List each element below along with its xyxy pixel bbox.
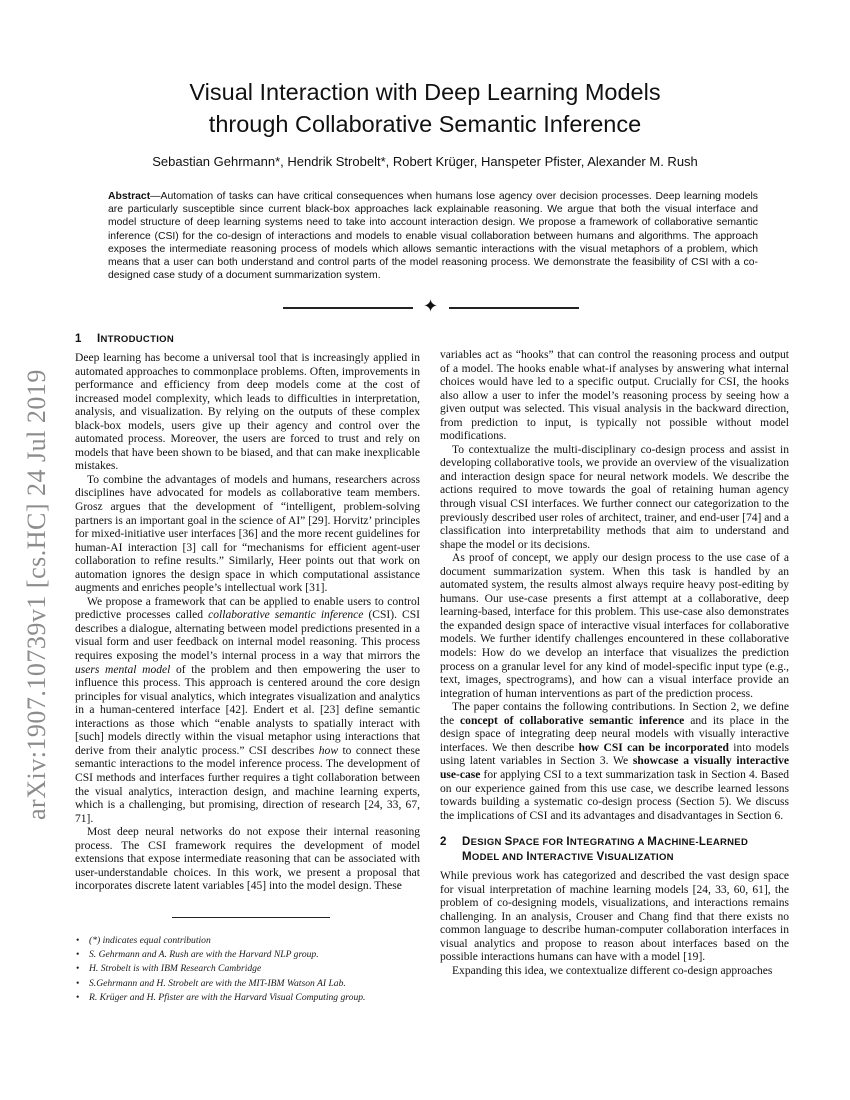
contribution-csi-concept: concept of collaborative semantic inference <box>460 714 685 727</box>
section-1-heading <box>75 332 420 347</box>
footnote-item: • H. Strobelt is with IBM Research Cambridge <box>75 962 420 976</box>
section-1-paragraph-5: variables act as “hooks” that can control the reasoning process and output of a model. The hooks enable what-if analyses by answering what internal choices would have led to a specific output. Crucially for CSI, the hooks also allow a user to infer the model’s reasoning process by seeing how a given output was selected. This visual analysis in the backward direction, from prediction to input, is typically not possible without model modifications. <box>440 349 789 443</box>
s2-t9: L <box>698 836 707 849</box>
arxiv-identifier-stamp: arXiv:1907.10739v1 [cs.HC] 24 Jul 2019 <box>22 369 51 820</box>
paragraph-3-text-d: to connect these semantic interactions to the model inference process. The development of CSI methods and interfaces further requires a tight collaboration between the visual analytics, interaction design, and machine learning experts, which is a challenging, but promising, direction of research [24, 33, 67, 71]. <box>75 744 420 825</box>
section-1-number: 1 <box>75 333 82 345</box>
paragraph-8-text-c: into models using latent variables in Section 3. We <box>440 741 790 768</box>
s2-t8: ACHINE- <box>657 837 699 849</box>
section-1-title-initial: I <box>97 333 101 345</box>
footnote-item: • R. Krüger and H. Pfister are with the Harvard Visual Computing group. <box>75 991 420 1005</box>
footnote-item: • (*) indicates equal contribution <box>75 934 420 948</box>
section-1-paragraph-2: To combine the advantages of models and humans, researchers across disciplines have advocated for models as collaborative team members. Grosz argues that the development of “intelligent, problem-solving partners is an important goal in the science of AI” [29]. Horvitz’ principles for mixed-initiative user interfaces [36] and the more recent guidelines for human-AI interaction [3] call for “mechanisms for efficient agent-user collaboration to refine results.” Similarly, Heer points out that work on automation ignores the design space in which computational assistance augments and enriches people’s intellectual work [31]. <box>75 473 420 595</box>
paragraph-3-text-c: of the problem and then empowering the user to influence this process. This approach is centered around the core design principles for visual analytics, which integrates visualization and analytics in a human-centered interface [42]. Endert et al. [23] define semantic interactions as those which “enable analysts to spatially interact with [such] models directly within the visual metaphor using interactions that derive from their analytic process.” CSI describes <box>75 663 420 757</box>
paper-title <box>100 76 750 140</box>
section-1-paragraph-1: Deep learning has become a universal tool that is increasingly applied in automated approaches to commonplace problems. Often, improvements in performance and efficiency from deep models come at the cost of increased model complexity, which leads to difficulties in interpretation, analysis, and visualization. By relying on the outputs of these complex black-box models, users give up their agency and control over the automated process. Moreover, the users are forced to trust and rely on models that have been shown to be biased, and that can make inexplicable mistakes. <box>75 352 420 473</box>
s2-t3: S <box>504 836 513 849</box>
s2-t5: I <box>566 836 570 849</box>
abstract-label: Abstract <box>108 191 151 202</box>
section-1-paragraph-3 <box>75 596 420 826</box>
right-column <box>440 349 789 979</box>
s2-t11: M <box>462 851 472 864</box>
divider-line-right <box>449 307 579 309</box>
section-divider <box>283 296 579 317</box>
s2-t6: NTEGRATING A <box>569 837 648 849</box>
s2-t14: NTERACTIVE <box>529 852 597 864</box>
s2-t2: ESIGN <box>470 837 505 849</box>
term-users-mental-model: users mental model <box>75 663 171 676</box>
term-how: how <box>318 744 339 757</box>
footnote-item: • S. Gehrmann and A. Rush are with the Harvard NLP group. <box>75 948 420 962</box>
s2-t1: D <box>462 836 471 849</box>
footnote-item: • S.Gehrmann and H. Strobelt are with the MIT-IBM Watson AI Lab. <box>75 977 420 991</box>
section-1-paragraph-6: To contextualize the multi-disciplinary co-design process and assist in developing collaborative tools, we provide an overview of the visualization and interaction design space for neural network models. We describe the actions required to move towards the goal of retaining human agency through visual CSI interfaces. We further connect our categorization to the previously described user roles of architect, trainer, and end-user [74] and a classification into interpretability methods that aim to understand and shape the model or its decisions. <box>440 443 789 551</box>
diamond-star-icon: ✦ <box>423 296 439 317</box>
left-column <box>75 332 420 894</box>
paragraph-3-text-a: We propose a framework that can be applied to enable users to control predictive processes called <box>75 595 420 622</box>
section-2-paragraph-2: Expanding this idea, we contextualize different co-design approaches <box>452 964 773 977</box>
section-1-paragraph-7: As proof of concept, we apply our design process to the use case of a document summarization system. When this task is handled by an automated system, the results almost always require heavy post-editing by humans. Our use-case presents a first attempt at a collaborative, deep learning-based, interface for this problem. This use-case also demonstrates the expanded design space of interactive visual interfaces for collaborative models. We further identify challenges encountered in these collaborative models: How do we develop an interface that visualizes the prediction process on a granular level for any kind of model-specific input type (e.g., text, images, spectrograms), and how can a visual interface provide an integration of human interventions as part of the prediction process. <box>440 552 789 700</box>
paragraph-8-text-b: and its place in the design space of integrating deep neural models with visually interactive interfaces. We then describe <box>440 714 789 754</box>
s2-t10: EARNED <box>706 837 749 849</box>
section-2-heading <box>440 835 789 865</box>
abstract-text: —Automation of tasks can have critical consequences when humans lose agency over decision processes. Deep learning models are particularly susceptible since current black-box approaches lack explainable reasoning. We argue that both the visual interface and model structure of deep learning systems need to take into account interaction design. We propose a framework of collaborative semantic inference (CSI) for the co-design of interactions and models to enable visual collaboration between humans and algorithms. The approach exposes the intermediate reasoning process of models which allows semantic interactions with the visual metaphors of a problem, which means that a user can both understand and control parts of the model reasoning process. We demonstrate the feasibility of CSI with a co-designed case study of a document summarization system. <box>108 191 758 282</box>
author-list: Sebastian Gehrmann*, Hendrik Strobelt*, Robert Krüger, Hanspeter Pfister, Alexander M. Rush <box>152 154 698 169</box>
s2-t16: ISUALIZATION <box>604 852 674 864</box>
section-1-paragraph-8 <box>440 701 789 823</box>
s2-t15: V <box>596 851 605 864</box>
term-collaborative-semantic-inference: collaborative semantic inference <box>208 609 364 622</box>
title-line-2: through Collaborative Semantic Inference <box>208 111 642 137</box>
paragraph-8-text-a: The paper contains the following contributions. In Section 2, we define the <box>440 701 789 727</box>
divider-line-left <box>283 307 413 309</box>
section-2-number: 2 <box>440 836 447 849</box>
s2-t13: I <box>526 851 530 864</box>
footnotes <box>75 934 420 1005</box>
paragraph-8-text-d: for applying CSI to a text summarization task in Section 4. Based on our experience gained from this use case, we describe learned lessons towards building a systematic co-design process (Section 5). We discuss the implications of CSI and its advantages and disadvantages in Section 6. <box>440 768 789 822</box>
contribution-use-case: showcase a visually interactive use-case <box>440 755 789 781</box>
s2-t7: M <box>647 836 658 849</box>
section-2-paragraph-1: While previous work has categorized and described the vast design space for visual interpretation of machine learning models [24, 33, 60, 61], the problem of co-designing models, visualizations, and interactions remains challenging. In an analysis, Crouser and Chang find that there exists no common language to describe human-computer collaboration interfaces in visual analytics and propose to reason about interfaces based on the possible interactions humans can have with a model [19]. <box>440 870 789 964</box>
s2-t4: PACE FOR <box>512 837 567 849</box>
s2-t12: ODEL AND <box>471 852 527 864</box>
title-line-1: Visual Interaction with Deep Learning Models <box>189 79 661 105</box>
section-1-paragraph-4: Most deep neural networks do not expose their internal reasoning process. The CSI framework requires the development of model extensions that expose intermediate reasoning that can be associated with user-understandable choices. In this work, we present a proposal that incorporates discrete latent variables [45] into the model design. These <box>75 826 420 893</box>
contribution-csi-incorporation: how CSI can be incorporated <box>578 741 729 754</box>
section-1-title-rest: NTRODUCTION <box>100 334 174 345</box>
paragraph-3-text-b: (CSI). CSI describes a dialogue, alternating between model predictions presented in a visual form and user feedback on internal model reasoning. This process requires exposing the model’s internal process in a way that mirrors the <box>75 609 421 663</box>
section-2-title <box>462 835 748 865</box>
abstract <box>108 190 758 282</box>
footnote-rule <box>172 917 330 918</box>
